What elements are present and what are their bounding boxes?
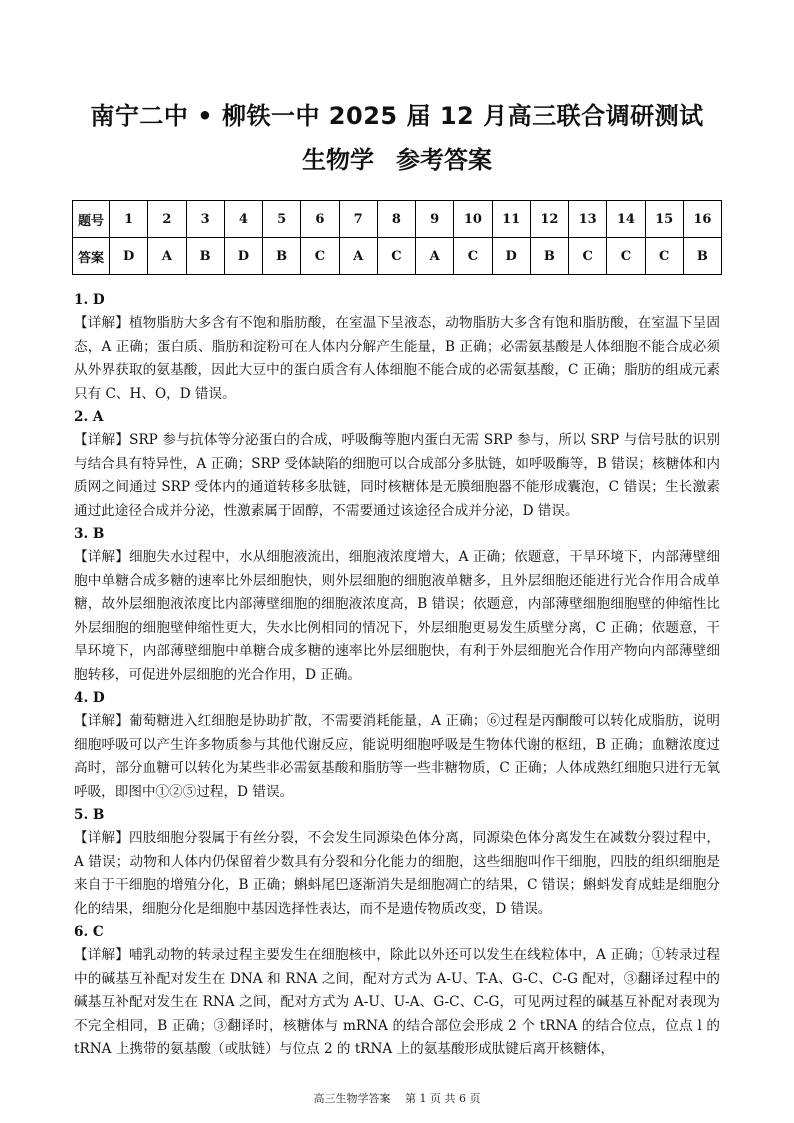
- answer-cell: C: [645, 238, 683, 275]
- page-title: 南宁二中 • 柳铁一中 2025 届 12 月高三联合调研测试: [90, 102, 704, 130]
- explanation-text: 【详解】SRP 参与抗体等分泌蛋白的合成，呼吸酶等胞内蛋白无需 SRP 参与，所以 SRP 与信号肽的识别与结合具有特异性，A 正确；SRP 受体缺陷的细胞可以合成部分多肽链，如呼吸酶等，B 错误；核糖体和内质网之间通过 SRP 受体内的通道转移多肽链，同时核糖体是无膜细胞器不能形成囊泡，C 错误；生长激素通过此途径合成并分泌，性激素属于固醇，不需要通过该途径合成并分泌，D 错误。: [74, 432, 720, 519]
- question-number-cell: 6: [301, 201, 339, 238]
- question-number-row: [73, 201, 722, 238]
- answer-cell: C: [569, 238, 607, 275]
- explanations: [74, 289, 720, 1061]
- question-number-cell: 15: [645, 201, 683, 238]
- question-heading: 5. B: [74, 806, 105, 823]
- answer-row: [73, 238, 722, 275]
- explanation-text: 【详解】哺乳动物的转录过程主要发生在细胞核中，除此以外还可以发生在线粒体中，A 正确；①转录过程中的碱基互补配对发生在 DNA 和 RNA 之间，配对方式为 A-U、T-A、G-C、C-G 配对，③翻译过程中的碱基互补配对发生在 RNA 之间，配对方式为 A-U、U-A、G-C、C-G，可见两过程的碱基互补配对表现为不完全相同，B 正确；③翻译时，核糖体与 mRNA 的结合部位会形成 2 个 tRNA 的结合位点，位点 l 的 tRNA 上携带的氨基酸（或肽链）与位点 2 的 tRNA 上的氨基酸形成肽键后离开核糖体，: [74, 947, 720, 1057]
- explanation-text: 【详解】细胞失水过程中，水从细胞液流出，细胞液浓度增大，A 正确；依题意，干旱环境下，内部薄壁细胞中单糖合成多糖的速率比外层细胞快，则外层细胞的细胞液单糖多，且外层细胞还能进行光合作用合成单糖，故外层细胞液浓度比内部薄壁细胞的细胞液浓度高，B 错误；依题意，内部薄壁细胞细胞壁的伸缩性比外层细胞的细胞壁伸缩性更大，失水比例相同的情况下，外层细胞更易发生质壁分离，C 正确；依题意，干旱环境下，内部薄壁细胞中单糖合成多糖的速率比外层细胞快，有利于外层细胞光合作用产物向内部薄壁细胞转移，可促进外层细胞的光合作用，D 正确。: [74, 549, 720, 683]
- page-subtitle: [0, 140, 794, 175]
- question-heading: 1. D: [74, 292, 105, 308]
- question-number-cell: 16: [683, 201, 721, 238]
- answer-cell: A: [416, 238, 454, 275]
- answer-cell: B: [683, 238, 721, 275]
- question-number-cell: 3: [186, 201, 224, 238]
- question-heading: 4. D: [74, 689, 105, 706]
- answer-cell: A: [148, 238, 186, 275]
- question-number-cell: 8: [377, 201, 415, 238]
- answer-cell: D: [492, 238, 530, 275]
- question-number-cell: 2: [148, 201, 186, 238]
- question-number-cell: 7: [339, 201, 377, 238]
- question-number-cell: 9: [416, 201, 454, 238]
- answer-cell: D: [224, 238, 262, 275]
- subject-label: 生物学: [302, 146, 374, 174]
- row-label-answer: 答案: [73, 238, 110, 275]
- answer-key-label: 参考答案: [396, 146, 492, 174]
- answer-cell: B: [186, 238, 224, 275]
- question-number-cell: 10: [454, 201, 492, 238]
- question-number-cell: 12: [530, 201, 568, 238]
- question-heading: 3. B: [74, 526, 105, 543]
- question-number-cell: 4: [224, 201, 262, 238]
- question-heading: 6. C: [74, 923, 104, 940]
- question-number-cell: 13: [569, 201, 607, 238]
- answer-table: [72, 200, 722, 275]
- answer-cell: A: [339, 238, 377, 275]
- question-number-cell: 1: [110, 201, 148, 238]
- explanation-text: 【详解】葡萄糖进入红细胞是协助扩散，不需要消耗能量，A 正确；⑥过程是丙酮酸可以转化成脂肪，说明细胞呼吸可以产生许多物质参与其他代谢反应，能说明细胞呼吸是生物体代谢的枢纽，B 正确；血糖浓度过高时，部分血糖可以转化为某些非必需氨基酸和脂肪等一些非糖物质，C 正确；人体成熟红细胞只进行无氧呼吸，即图中①②⑤过程，D 错误。: [74, 713, 720, 800]
- answer-cell: C: [607, 238, 645, 275]
- answer-cell: C: [454, 238, 492, 275]
- row-label-number: 题号: [73, 201, 110, 238]
- answer-cell: D: [110, 238, 148, 275]
- answer-cell: C: [377, 238, 415, 275]
- answer-cell: C: [301, 238, 339, 275]
- question-number-cell: 14: [607, 201, 645, 238]
- explanation-text: 【详解】四肢细胞分裂属于有丝分裂，不会发生同源染色体分离，同源染色体分离发生在减数分裂过程中，A 错误；动物和人体内仍保留着少数具有分裂和分化能力的细胞，这些细胞叫作干细胞，四肢的组织细胞是来自于干细胞的增殖分化，B 正确；蝌蚪尾巴逐渐消失是细胞凋亡的结果，C 错误；蝌蚪发育成蛙是细胞分化的结果，细胞分化是细胞中基因选择性表达，而不是遗传物质改变，D 错误。: [74, 830, 720, 917]
- page-footer: 高三生物学答案 第 1 页 共 6 页: [313, 1092, 481, 1105]
- answer-cell: B: [530, 238, 568, 275]
- question-number-cell: 11: [492, 201, 530, 238]
- question-heading: 2. A: [74, 409, 104, 426]
- explanation-text: 【详解】植物脂肪大多含有不饱和脂肪酸，在室温下呈液态，动物脂肪大多含有饱和脂肪酸，在室温下呈固态，A 正确；蛋白质、脂肪和淀粉可在人体内分解产生能量，B 正确；必需氨基酸是人体细胞不能合成必须从外界获取的氨基酸，因此大豆中的蛋白质含有人体细胞不能合成的必需氨基酸，C 正确；脂肪的组成元素只有 C、H、O，D 错误。: [74, 315, 720, 402]
- answer-cell: B: [263, 238, 301, 275]
- question-number-cell: 5: [263, 201, 301, 238]
